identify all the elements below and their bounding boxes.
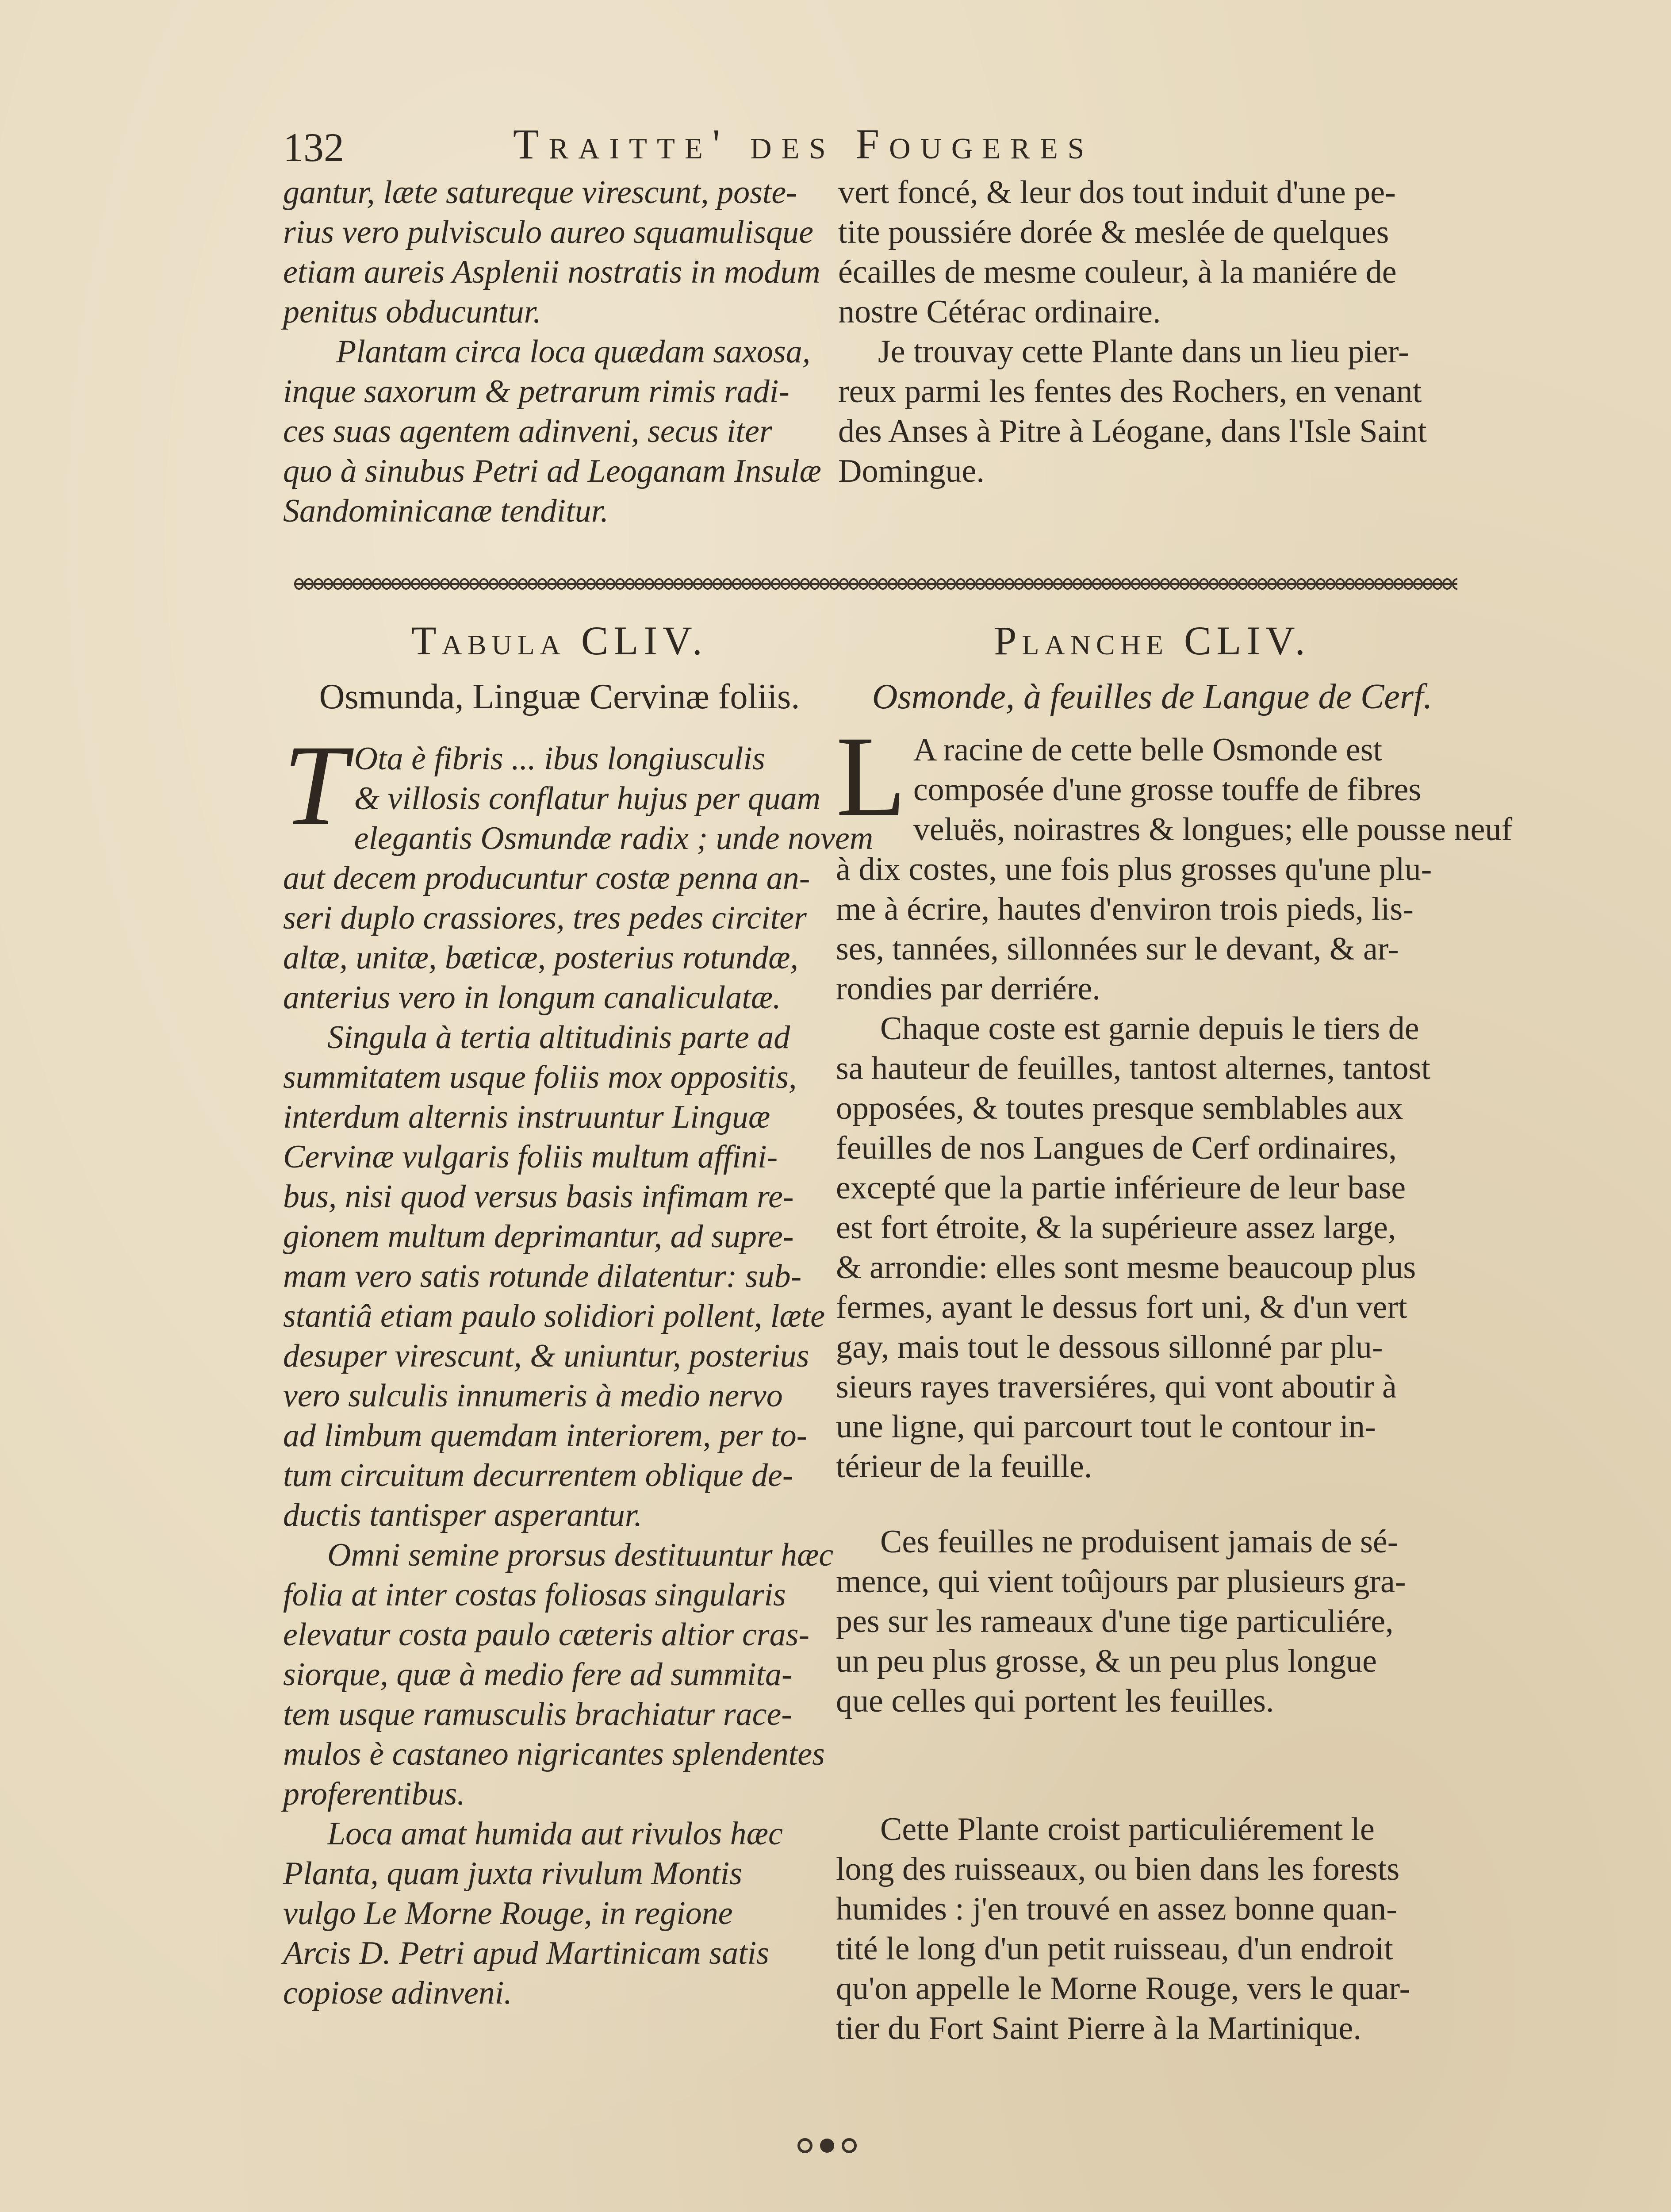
- text-line: excepté que la partie inférieure de leur base: [836, 1170, 1406, 1206]
- text-line: Singula à tertia altitudinis parte ad: [327, 1019, 790, 1056]
- text-line: Omni semine prorsus destituuntur hæc: [327, 1537, 834, 1573]
- running-title: Traitte' des Fougeres: [513, 120, 1094, 168]
- text-line: elevatur costa paulo cæteris altior cras-: [283, 1617, 810, 1653]
- text-line: elegantis Osmundæ radix ; unde novem: [354, 820, 874, 856]
- text-line: copiose adinveni.: [283, 1975, 512, 2011]
- paragraph-gap: [836, 1486, 1468, 1522]
- text-line: & arrondie: elles sont mesme beaucoup plus: [836, 1249, 1416, 1286]
- text-line: Planta, quam juxta rivulum Montis: [283, 1855, 742, 1892]
- latin-top-line: ces suas agentem adinveni, secus iter: [283, 413, 772, 449]
- text-line: gionem multum deprimantur, ad supre-: [283, 1218, 794, 1255]
- latin-top-line: Sandominicanæ tenditur.: [283, 493, 609, 529]
- text-line: proferentibus.: [283, 1776, 465, 1812]
- text-line: mam vero satis rotunde dilatentur: sub-: [283, 1258, 802, 1294]
- text-line: & villosis conflatur hujus per quam: [354, 780, 821, 817]
- text-line: long des ruisseaux, ou bien dans les forests: [836, 1851, 1400, 1887]
- text-line: interdum alternis instruuntur Linguæ: [283, 1099, 770, 1135]
- text-line: Chaque coste est garnie depuis le tiers de: [880, 1010, 1419, 1047]
- text-line: bus, nisi quod versus basis infimam re-: [283, 1179, 794, 1215]
- french-description: [836, 713, 1513, 2048]
- text-line: summitatem usque foliis mox oppositis,: [283, 1059, 797, 1095]
- text-line: opposées, & toutes presque semblables aux: [836, 1090, 1403, 1126]
- latin-description: [283, 722, 874, 2013]
- text-line: folia at inter costas foliosas singularis: [283, 1577, 786, 1613]
- text-line: térieur de la feuille.: [836, 1448, 1092, 1485]
- text-line: qu'on appelle le Morne Rouge, vers le quar-: [836, 1970, 1410, 2007]
- french-plate-title: Planche CLIV.: [994, 618, 1311, 663]
- latin-top-line: penitus obducuntur.: [283, 294, 541, 330]
- text-line: desuper virescunt, & uniuntur, posterius: [283, 1338, 809, 1374]
- fleuron-ornament: [792, 2130, 862, 2161]
- text-line: feuilles de nos Langues de Cerf ordinaires,: [836, 1130, 1397, 1166]
- latin-paragraph: [283, 1814, 832, 2013]
- paragraph-gap: [836, 1721, 1468, 1809]
- text-line: altæ, unitæ, bæticæ, posterius rotundæ,: [283, 940, 798, 976]
- latin-top-line: Plantam circa loca quædam saxosa,: [336, 334, 811, 370]
- text-line: mulos è castaneo nigricantes splendentes: [283, 1736, 825, 1772]
- text-line: ses, tannées, sillonnées sur le devant, & ar-: [836, 931, 1399, 967]
- text-line: sieurs rayes traversiéres, qui vont aboutir à: [836, 1369, 1397, 1405]
- text-line: vero sulculis innumeris à medio nervo: [283, 1378, 783, 1414]
- latin-paragraph: [283, 1018, 832, 1535]
- latin-top-line: inque saxorum & petrarum rimis radi-: [283, 373, 790, 410]
- text-line: Cette Plante croist particuliérement le: [880, 1811, 1375, 1847]
- french-continuation: [838, 173, 1466, 491]
- text-line: fermes, ayant le dessus fort uni, & d'un vert: [836, 1289, 1407, 1325]
- text-line: pes sur les rameaux d'une tige particuliére,: [836, 1603, 1394, 1640]
- text-line: mence, qui vient toûjours par plusieurs gra-: [836, 1563, 1406, 1600]
- latin-paragraph: [283, 722, 874, 1018]
- text-line: A racine de cette belle Osmonde est: [913, 732, 1383, 768]
- text-line: une ligne, qui parcourt tout le contour in-: [836, 1409, 1376, 1445]
- text-line: tum circuitum decurrentem oblique de-: [283, 1457, 793, 1494]
- text-line: tier du Fort Saint Pierre à la Martinique.: [836, 2010, 1361, 2047]
- french-top-line: nostre Cétérac ordinaire.: [838, 294, 1161, 330]
- text-line: tité le long d'un petit ruisseau, d'un endroit: [836, 1931, 1393, 1967]
- text-line: ductis tantisper asperantur.: [283, 1497, 642, 1533]
- ornamental-divider: [294, 573, 1457, 595]
- latin-continuation: [283, 173, 823, 531]
- french-species-name: Osmonde, à feuilles de Langue de Cerf.: [872, 677, 1433, 716]
- text-line: que celles qui portent les feuilles.: [836, 1683, 1274, 1719]
- text-line: Arcis D. Petri apud Martinicam satis: [283, 1935, 769, 1971]
- drop-cap: T: [283, 722, 347, 849]
- text-line: tem usque ramusculis brachiatur race-: [283, 1696, 792, 1732]
- text-line: anterius vero in longum canaliculatæ.: [283, 979, 781, 1016]
- latin-plate-title: Tabula CLIV.: [411, 618, 708, 663]
- text-line: un peu plus grosse, & un peu plus longue: [836, 1643, 1377, 1679]
- french-paragraph: [836, 1522, 1468, 1721]
- latin-top-line: quo à sinubus Petri ad Leoganam Insulæ: [283, 453, 821, 489]
- latin-top-line: rius vero pulvisculo aureo squamulisque: [283, 214, 813, 250]
- text-line: composée d'une grosse touffe de fibres: [913, 772, 1422, 808]
- text-line: à dix costes, une fois plus grosses qu'une plu-: [836, 851, 1432, 887]
- text-line: Cervinæ vulgaris foliis multum affini-: [283, 1139, 778, 1175]
- text-line: est fort étroite, & la supérieure assez large,: [836, 1210, 1396, 1246]
- french-top-line: vert foncé, & leur dos tout induit d'une pe-: [838, 174, 1396, 211]
- french-top-line: tite poussiére dorée & meslée de quelques: [838, 214, 1389, 250]
- latin-species-name: Osmunda, Linguæ Cervinæ foliis.: [319, 677, 800, 716]
- text-line: gay, mais tout le dessous sillonné par plu-: [836, 1329, 1383, 1365]
- french-top-line: reux parmi les fentes des Rochers, en venant: [838, 373, 1422, 410]
- drop-cap: L: [836, 713, 906, 840]
- text-line: sa hauteur de feuilles, tantost alternes, tantost: [836, 1050, 1430, 1087]
- french-top-line: des Anses à Pitre à Léogane, dans l'Isle Saint: [838, 413, 1427, 449]
- text-line: ad limbum quemdam interiorem, per to-: [283, 1417, 808, 1454]
- french-paragraph: [836, 713, 1513, 1009]
- text-line: Ces feuilles ne produisent jamais de sé-: [880, 1524, 1399, 1560]
- french-top-line: Je trouvay cette Plante dans un lieu pier-: [878, 334, 1409, 370]
- text-line: veluës, noirastres & longues; elle pousse neuf: [913, 811, 1513, 848]
- page-header: [283, 119, 1451, 168]
- french-top-line: écailles de mesme couleur, à la maniére de: [838, 254, 1397, 290]
- text-line: me à écrire, hautes d'environ trois pieds, lis-: [836, 891, 1414, 927]
- text-line: stantiâ etiam paulo solidiori pollent, læte: [283, 1298, 825, 1334]
- text-line: aut decem producuntur costæ penna an-: [283, 860, 810, 896]
- latin-paragraph: [283, 1535, 832, 1814]
- text-line: vulgo Le Morne Rouge, in regione: [283, 1895, 733, 1932]
- text-line: humides : j'en trouvé en assez bonne quan-: [836, 1891, 1397, 1927]
- text-line: rondies par derriére.: [836, 971, 1100, 1007]
- text-line: Loca amat humida aut rivulos hæc: [327, 1816, 783, 1852]
- text-line: Ota è fibris ... ibus longiusculis: [354, 741, 765, 777]
- text-line: seri duplo crassiores, tres pedes circiter: [283, 900, 807, 936]
- latin-top-line: gantur, læte satureque virescunt, poste-: [283, 174, 797, 211]
- text-line: siorque, quæ à medio fere ad summita-: [283, 1656, 793, 1693]
- page-number: 132: [283, 125, 344, 170]
- french-top-line: Domingue.: [838, 453, 985, 489]
- latin-top-line: etiam aureis Asplenii nostratis in modum: [283, 254, 820, 290]
- french-paragraph: [836, 1009, 1468, 1486]
- french-paragraph: [836, 1809, 1468, 2048]
